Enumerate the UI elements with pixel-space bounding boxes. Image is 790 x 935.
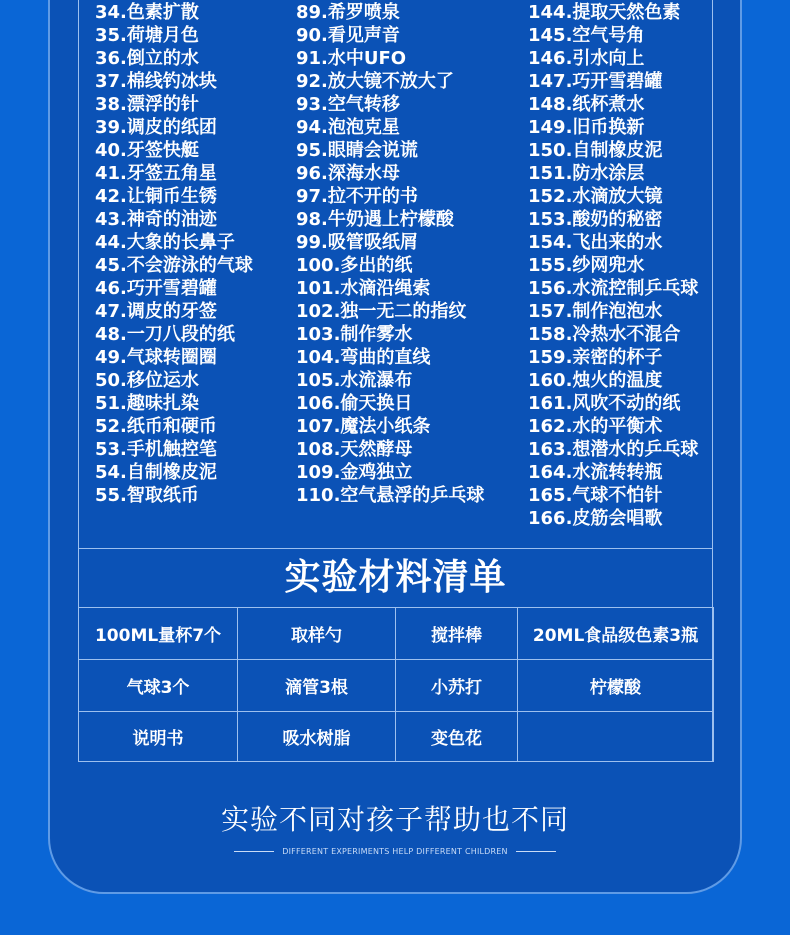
- experiment-item: 147.巧开雪碧罐: [528, 71, 663, 92]
- experiment-item: 96.深海水母: [296, 163, 400, 184]
- material-cell: [518, 712, 714, 762]
- experiment-item: 152.水滴放大镜: [528, 186, 663, 207]
- experiment-item: 42.让铜币生锈: [95, 186, 217, 207]
- experiment-item: 161.风吹不动的纸: [528, 393, 681, 414]
- experiment-item: 107.魔法小纸条: [296, 416, 431, 437]
- experiment-item: 54.自制橡皮泥: [95, 462, 217, 483]
- experiment-item: 99.吸管吸纸屑: [296, 232, 418, 253]
- experiment-item: 109.金鸡独立: [296, 462, 413, 483]
- experiment-item: 149.旧币换新: [528, 117, 645, 138]
- experiment-item: 151.防水涂层: [528, 163, 645, 184]
- experiment-item: 48.一刀八段的纸: [95, 324, 235, 345]
- subtitle-line-right: [516, 851, 556, 852]
- slogan-subtitle-row: [234, 844, 556, 858]
- experiment-item: 55.智取纸币: [95, 485, 199, 506]
- experiment-item: 90.看见声音: [296, 25, 400, 46]
- experiment-item: 37.棉线钓冰块: [95, 71, 217, 92]
- materials-row: [79, 712, 714, 762]
- experiment-item: 50.移位运水: [95, 370, 199, 391]
- material-cell: 20ML食品级色素3瓶: [518, 608, 714, 660]
- experiment-item: 102.独一无二的指纹: [296, 301, 467, 322]
- experiment-item: 49.气球转圈圈: [95, 347, 217, 368]
- experiment-item: 41.牙签五角星: [95, 163, 217, 184]
- experiment-item: 157.制作泡泡水: [528, 301, 663, 322]
- materials-table: [78, 607, 714, 762]
- experiment-item: 98.牛奶遇上柠檬酸: [296, 209, 454, 230]
- material-cell: 搅拌棒: [396, 608, 518, 660]
- material-cell: 气球3个: [79, 660, 238, 712]
- experiment-item: 105.水流瀑布: [296, 370, 413, 391]
- experiment-item: 148.纸杯煮水: [528, 94, 645, 115]
- experiment-item: 159.亲密的杯子: [528, 347, 663, 368]
- experiment-item: 35.荷塘月色: [95, 25, 199, 46]
- material-cell: 变色花: [396, 712, 518, 762]
- material-cell: 柠檬酸: [518, 660, 714, 712]
- material-cell: 小苏打: [396, 660, 518, 712]
- experiment-item: 162.水的平衡术: [528, 416, 663, 437]
- experiment-item: 110.空气悬浮的乒乓球: [296, 485, 485, 506]
- experiment-item: 91.水中UFO: [296, 48, 407, 69]
- experiment-item: 165.气球不怕针: [528, 485, 663, 506]
- experiment-column-3: [528, 1, 698, 530]
- experiment-item: 36.倒立的水: [95, 48, 199, 69]
- experiment-item: 39.调皮的纸团: [95, 117, 217, 138]
- experiment-item: 160.烛火的温度: [528, 370, 663, 391]
- material-cell: 滴管3根: [238, 660, 396, 712]
- experiment-item: 101.水滴沿绳索: [296, 278, 431, 299]
- experiment-item: 52.纸币和硬币: [95, 416, 217, 437]
- experiment-item: 103.制作雾水: [296, 324, 413, 345]
- experiment-item: 104.弯曲的直线: [296, 347, 431, 368]
- subtitle-line-left: [234, 851, 274, 852]
- experiment-item: 97.拉不开的书: [296, 186, 418, 207]
- experiment-item: 145.空气号角: [528, 25, 645, 46]
- material-cell: 取样勺: [238, 608, 396, 660]
- material-cell: 吸水树脂: [238, 712, 396, 762]
- materials-row: [79, 660, 714, 712]
- experiment-item: 43.神奇的油迹: [95, 209, 217, 230]
- material-cell: 说明书: [79, 712, 238, 762]
- experiment-item: 155.纱网兜水: [528, 255, 645, 276]
- experiment-item: 45.不会游泳的气球: [95, 255, 253, 276]
- experiment-item: 100.多出的纸: [296, 255, 413, 276]
- material-cell: 100ML量杯7个: [79, 608, 238, 660]
- experiment-item: 144.提取天然色素: [528, 2, 681, 23]
- experiment-item: 95.眼睛会说谎: [296, 140, 418, 161]
- experiment-item: 106.偷天换日: [296, 393, 413, 414]
- experiment-item: 93.空气转移: [296, 94, 400, 115]
- experiment-item: 153.酸奶的秘密: [528, 209, 663, 230]
- experiment-item: 44.大象的长鼻子: [95, 232, 235, 253]
- experiment-item: 154.飞出来的水: [528, 232, 663, 253]
- experiment-item: 46.巧开雪碧罐: [95, 278, 217, 299]
- experiment-column-1: [95, 1, 253, 507]
- experiment-column-2: [296, 1, 484, 507]
- experiment-item: 156.水流控制乒乓球: [528, 278, 699, 299]
- experiment-item: 89.希罗喷泉: [296, 2, 400, 23]
- materials-title: 实验材料清单: [284, 557, 507, 598]
- experiment-item: 150.自制橡皮泥: [528, 140, 663, 161]
- experiment-item: 94.泡泡克星: [296, 117, 400, 138]
- experiment-item: 40.牙签快艇: [95, 140, 199, 161]
- experiment-item: 51.趣味扎染: [95, 393, 199, 414]
- experiment-item: 166.皮筋会唱歌: [528, 508, 663, 529]
- experiment-item: 38.漂浮的针: [95, 94, 199, 115]
- experiment-item: 163.想潜水的乒乓球: [528, 439, 699, 460]
- materials-row: [79, 608, 714, 660]
- experiment-item: 108.天然酵母: [296, 439, 413, 460]
- slogan: 实验不同对孩子帮助也不同: [220, 803, 569, 836]
- slogan-subtitle: DIFFERENT EXPERIMENTS HELP DIFFERENT CHILDREN: [282, 846, 508, 856]
- experiment-item: 158.冷热水不混合: [528, 324, 681, 345]
- experiment-item: 146.引水向上: [528, 48, 645, 69]
- experiment-item: 53.手机触控笔: [95, 439, 217, 460]
- experiment-item: 47.调皮的牙签: [95, 301, 217, 322]
- experiment-item: 92.放大镜不放大了: [296, 71, 454, 92]
- experiment-item: 164.水流转转瓶: [528, 462, 663, 483]
- experiment-item: 34.色素扩散: [95, 2, 199, 23]
